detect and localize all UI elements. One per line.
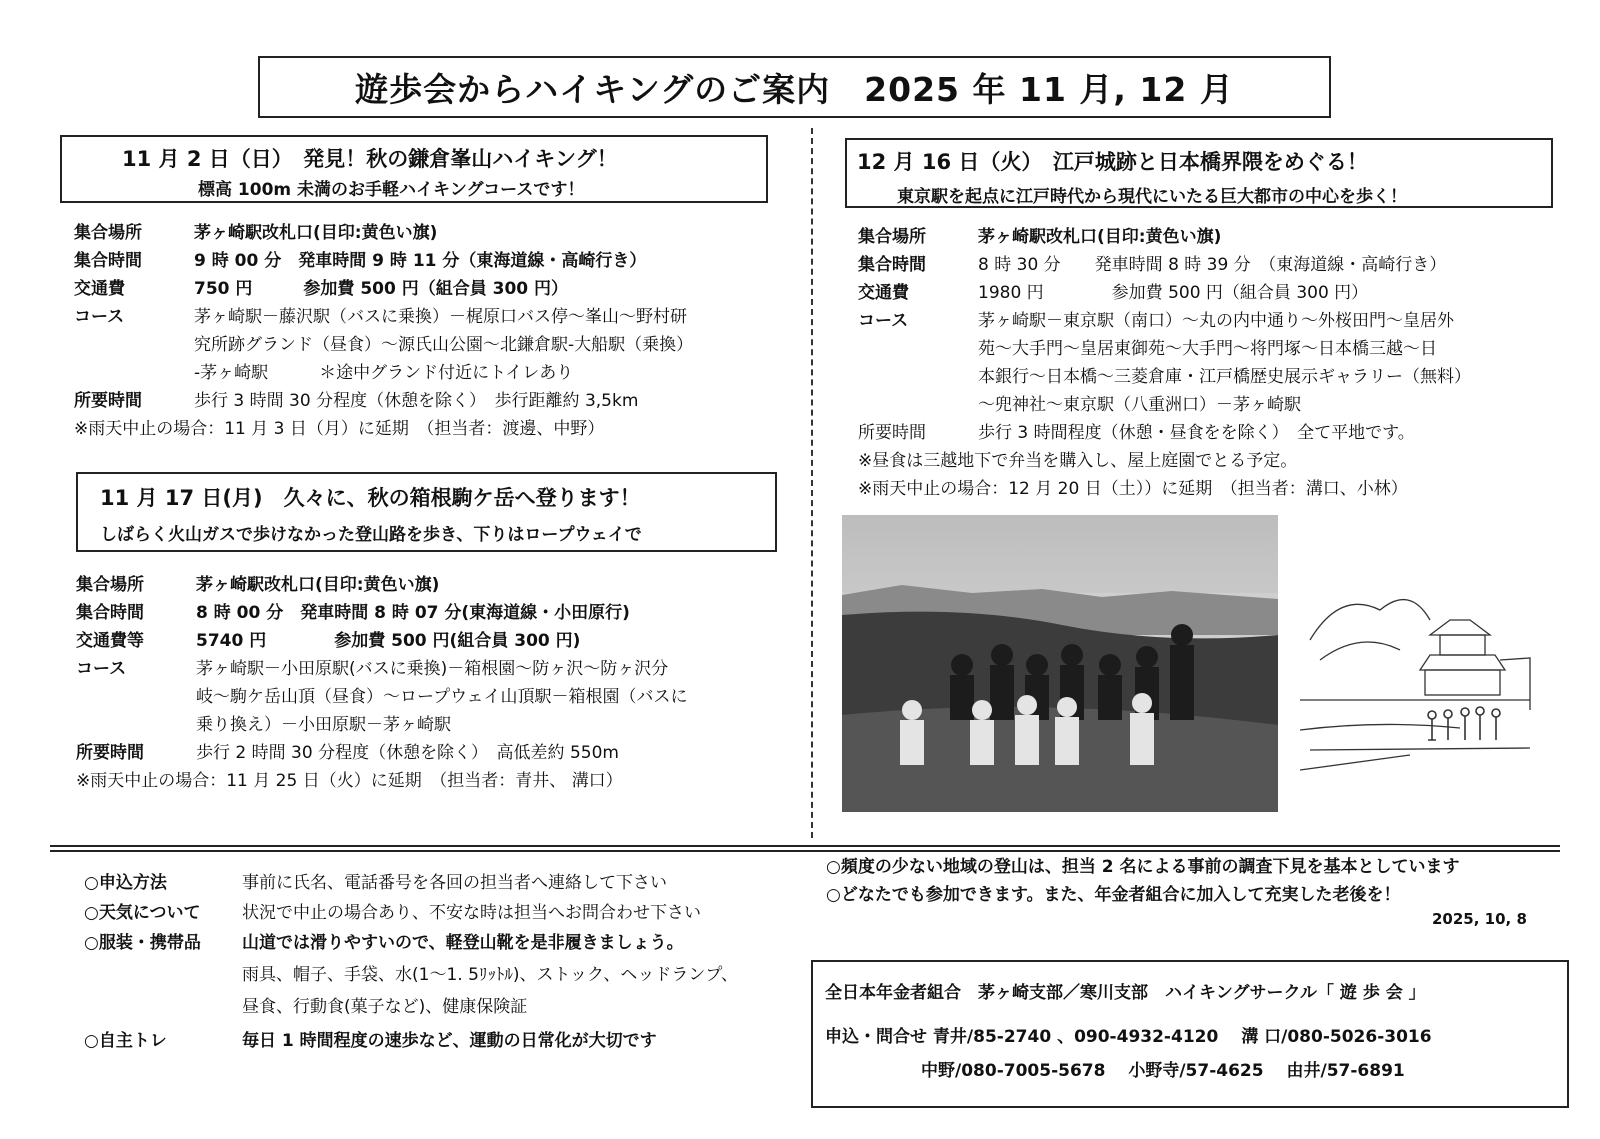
event3-value-7: 歩行 3 時間程度（休憩・昼食をを除く） 全て平地です。 (978, 423, 1415, 443)
event1-value-0: 茅ヶ崎駅改札口(目印:黄色い旗) (194, 223, 438, 243)
event3-label-1: 集合時間 (858, 255, 926, 275)
event2-value-5: 乗り換え）－小田原駅－茅ヶ崎駅 (196, 715, 451, 735)
note-value-0: 事前に氏名、電話番号を各回の担当者へ連絡して下さい (242, 873, 667, 893)
event3-label-7: 所要時間 (858, 423, 926, 443)
event3-value-5: 本銀行～日本橋～三菱倉庫・江戸橋歴史展示ギャラリー（無料） (978, 367, 1471, 387)
organization-name: 全日本年金者組合 茅ヶ崎支部／寒川支部 ハイキングサークル「 遊 歩 会 」 (825, 983, 1426, 1003)
event3-value-4: 苑～大手門～皇居東御苑～大手門～将門塚～日本橋三越～日 (978, 339, 1437, 359)
event2-header-box (76, 472, 777, 552)
event3-value-0: 茅ヶ崎駅改札口(目印:黄色い旗) (978, 227, 1222, 247)
note-value-3: 雨具、帽子、手袋、水(1～1. 5ﾘｯﾄﾙ)、ストック、ヘッドランプ、 (242, 965, 738, 985)
event3-note-1: ※昼食は三越地下で弁当を購入し、屋上庭園でとる予定。 (858, 451, 1298, 471)
event1-value-4: 究所跡グランド（昼食）～源氏山公園～北鎌倉駅-大船駅（乗換） (194, 335, 694, 355)
event2-label-2: 交通費等 (76, 631, 144, 651)
event1-label-1: 集合時間 (74, 251, 142, 271)
right-note-1: ○頻度の少ない地域の登山は、担当 2 名による事前の調査下見を基本としています (826, 857, 1460, 877)
castle-sketch (1300, 580, 1534, 776)
event1-label-6: 所要時間 (74, 391, 142, 411)
event1-note: ※雨天中止の場合：11 月 3 日（月）に延期 （担当者：渡邊、中野） (74, 419, 605, 439)
event1-subtitle: 標高 100m 未満のお手軽ハイキングコースです！ (198, 180, 585, 200)
event1-label-2: 交通費 (74, 279, 125, 299)
event2-subtitle: しばらく火山ガスで歩けなかった登山路を歩き、下りはロープウェイで (100, 525, 642, 545)
title-box (258, 56, 1331, 118)
note-value-4: 昼食、行動食(菓子など)、健康保険証 (242, 997, 528, 1017)
event2-value-6: 歩行 2 時間 30 分程度（休憩を除く） 高低差約 550m (196, 743, 619, 763)
event2-heading: 11 月 17 日(月) 久々に、秋の箱根駒ケ岳へ登ります！ (100, 486, 641, 510)
event2-label-6: 所要時間 (76, 743, 144, 763)
group-photo (842, 515, 1278, 812)
event3-heading: 12 月 16 日（火） 江戸城跡と日本橋界隈をめぐる！ (857, 150, 1368, 174)
event3-value-6: ～兜神社～東京駅（八重洲口）－茅ヶ崎駅 (978, 395, 1301, 415)
event1-value-2: 750 円 参加費 500 円（組合員 300 円） (194, 279, 569, 299)
event1-value-3: 茅ヶ崎駅－藤沢駅（バスに乗換）－梶原口バス停～峯山～野村研 (194, 307, 687, 327)
event3-label-3: コース (858, 311, 909, 331)
event3-label-2: 交通費 (858, 283, 909, 303)
event3-value-1: 8 時 30 分 発車時間 8 時 39 分 （東海道線・高崎行き） (978, 255, 1447, 275)
event1-heading: 11 月 2 日（日） 発見！秋の鎌倉峯山ハイキング！ (122, 147, 618, 171)
contact-box (811, 960, 1569, 1108)
event3-header-box (845, 138, 1553, 208)
note-value-2: 山道では滑りやすいので、軽登山靴を是非履きましょう。 (242, 933, 684, 953)
event2-value-0: 茅ヶ崎駅改札口(目印:黄色い旗) (196, 575, 440, 595)
event2-value-3: 茅ヶ崎駅－小田原駅(バスに乗換)－箱根園～防ヶ沢～防ヶ沢分 (196, 659, 669, 679)
event2-label-1: 集合時間 (76, 603, 144, 623)
contact-line-1: 申込・問合せ 青井/85-2740 、090-4932-4120 溝 口/080-5026-3016 (825, 1027, 1432, 1047)
event2-note: ※雨天中止の場合：11 月 25 日（火）に延期 （担当者：青井、 溝口） (76, 771, 623, 791)
event2-label-0: 集合場所 (76, 575, 144, 595)
event2-value-2: 5740 円 参加費 500 円(組合員 300 円) (196, 631, 581, 651)
issue-date: 2025, 10, 8 (1432, 910, 1527, 928)
event3-note-2: ※雨天中止の場合：12 月 20 日（土））に延期 （担当者：溝口、小林） (858, 479, 1408, 499)
separator-line-1 (50, 845, 1560, 847)
event3-label-0: 集合場所 (858, 227, 926, 247)
event2-label-3: コース (76, 659, 127, 679)
event1-value-6: 歩行 3 時間 30 分程度（休憩を除く） 歩行距離約 3,5km (194, 391, 639, 411)
note-value-1: 状況で中止の場合あり、不安な時は担当へお問合わせ下さい (242, 903, 701, 923)
note-value-5: 毎日 1 時間程度の速歩など、運動の日常化が大切です (242, 1031, 657, 1051)
event3-subtitle: 東京駅を起点に江戸時代から現代にいたる巨大都市の中心を歩く！ (897, 187, 1407, 207)
event1-header-box (60, 135, 768, 203)
note-key-2: ○服装・携帯品 (84, 933, 201, 953)
page-title: 遊歩会からハイキングのご案内 2025 年 11 月, 12 月 (355, 69, 1234, 109)
event2-value-1: 8 時 00 分 発車時間 8 時 07 分(東海道線・小田原行) (196, 603, 630, 623)
column-divider (811, 128, 813, 838)
right-note-2: ○どなたでも参加できます。また、年金者組合に加入して充実した老後を！ (826, 885, 1401, 905)
note-key-1: ○天気について (84, 903, 201, 923)
contact-line-2: 中野/080-7005-5678 小野寺/57-4625 由井/57-6891 (921, 1061, 1405, 1081)
event1-value-5: -茅ヶ崎駅 ＊途中グランド付近にトイレあり (194, 363, 574, 383)
note-key-5: ○自主トレ (84, 1031, 167, 1051)
event1-value-1: 9 時 00 分 発車時間 9 時 11 分（東海道線・高崎行き） (194, 251, 647, 271)
event3-value-2: 1980 円 参加費 500 円（組合員 300 円） (978, 283, 1369, 303)
note-key-0: ○申込方法 (84, 873, 167, 893)
event2-value-4: 岐～駒ケ岳山頂（昼食）～ロープウェイ山頂駅－箱根園（バスに (196, 687, 688, 707)
event1-label-0: 集合場所 (74, 223, 142, 243)
event3-value-3: 茅ヶ崎駅－東京駅（南口）～丸の内中通り～外桜田門～皇居外 (978, 311, 1454, 331)
event1-label-3: コース (74, 307, 125, 327)
